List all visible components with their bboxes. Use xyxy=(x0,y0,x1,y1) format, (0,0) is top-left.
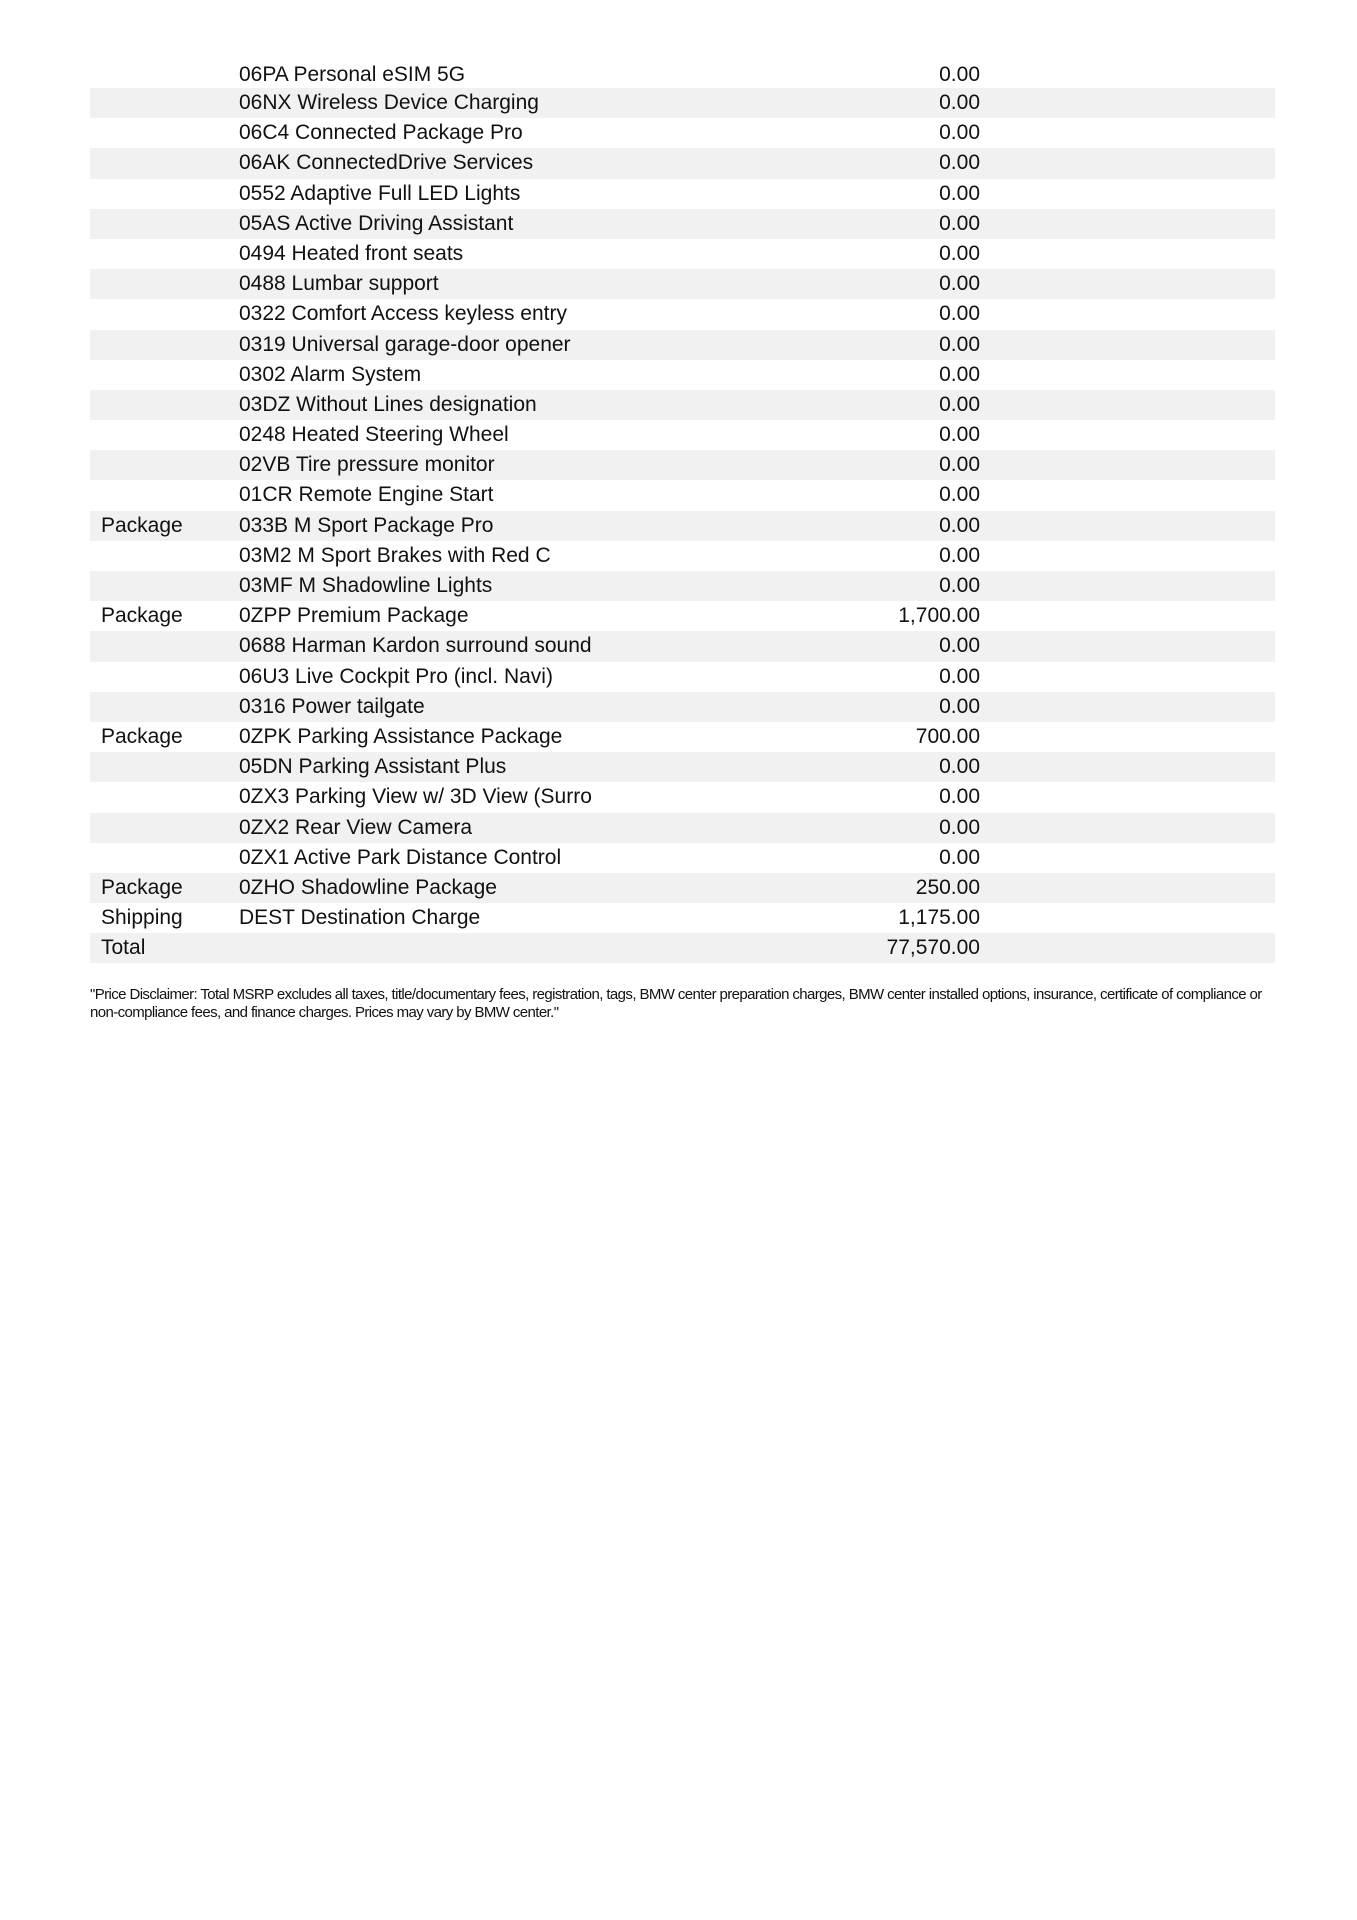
category-cell: Total xyxy=(101,936,146,960)
description-cell: 0ZHO Shadowline Package xyxy=(239,875,497,899)
price-cell: 1,175.00 xyxy=(898,906,980,930)
total-price-cell: 77,570.00 xyxy=(886,936,980,960)
price-cell: 0.00 xyxy=(939,392,980,416)
price-cell: 0.00 xyxy=(939,453,980,477)
category-cell: Shipping xyxy=(101,906,183,930)
table-row xyxy=(90,118,1275,148)
table-row xyxy=(90,601,1275,631)
table-row xyxy=(90,299,1275,329)
description-cell: 0248 Heated Steering Wheel xyxy=(239,423,509,447)
description-cell: 06AK ConnectedDrive Services xyxy=(239,151,534,175)
price-cell: 700.00 xyxy=(915,724,980,748)
category-cell: Package xyxy=(101,724,183,748)
table-row xyxy=(90,360,1275,390)
description-cell: 06NX Wireless Device Charging xyxy=(239,91,539,114)
price-table xyxy=(90,62,1275,963)
description-cell: 0319 Universal garage-door opener xyxy=(239,332,571,356)
category-cell: Package xyxy=(101,604,183,628)
table-row xyxy=(90,752,1275,782)
price-cell: 1,700.00 xyxy=(898,604,980,628)
description-cell: 05AS Active Driving Assistant xyxy=(239,211,514,235)
table-row xyxy=(90,692,1275,722)
price-cell: 0.00 xyxy=(939,543,980,567)
table-row xyxy=(90,873,1275,903)
price-cell: 0.00 xyxy=(939,785,980,809)
price-cell: 0.00 xyxy=(939,574,980,597)
table-row xyxy=(90,782,1275,812)
description-cell: 0322 Comfort Access keyless entry xyxy=(239,302,567,326)
description-cell: 03MF M Shadowline Lights xyxy=(239,574,493,597)
table-row xyxy=(90,480,1275,510)
category-cell: Package xyxy=(101,875,183,899)
price-cell: 0.00 xyxy=(939,181,980,205)
table-row xyxy=(90,330,1275,360)
description-cell: 0ZX1 Active Park Distance Control xyxy=(239,845,562,869)
description-cell: 0302 Alarm System xyxy=(239,362,422,386)
price-cell: 0.00 xyxy=(939,272,980,296)
table-row xyxy=(90,511,1275,541)
description-cell: 01CR Remote Engine Start xyxy=(239,483,494,507)
price-disclaimer: "Price Disclaimer: Total MSRP excludes all taxes, title/documentary fees, registration, tags, BMW center preparation charges, BMW center installed options, insurance, certificate of compliance or non-compliance fees, and finance charges. Prices may vary by BMW center." xyxy=(90,986,1262,1021)
table-row xyxy=(90,813,1275,843)
description-cell: 06U3 Live Cockpit Pro (incl. Navi) xyxy=(239,664,553,688)
description-cell: 0ZX2 Rear View Camera xyxy=(239,815,473,839)
price-cell: 0.00 xyxy=(939,483,980,507)
price-cell: 0.00 xyxy=(939,211,980,235)
description-cell: 02VB Tire pressure monitor xyxy=(239,453,495,477)
description-cell: 0688 Harman Kardon surround sound xyxy=(239,634,592,658)
price-cell: 0.00 xyxy=(939,151,980,175)
description-cell: 03DZ Without Lines designation xyxy=(239,392,537,416)
description-cell: 0ZX3 Parking View w/ 3D View (Surro xyxy=(239,785,592,809)
price-cell: 0.00 xyxy=(939,91,980,114)
category-cell: Package xyxy=(101,513,183,537)
table-row xyxy=(90,722,1275,752)
price-cell: 0.00 xyxy=(939,845,980,869)
price-cell: 0.00 xyxy=(939,634,980,658)
description-cell: 06C4 Connected Package Pro xyxy=(239,121,523,145)
description-cell: 06PA Personal eSIM 5G xyxy=(239,63,466,86)
table-row xyxy=(90,541,1275,571)
table-row xyxy=(90,903,1275,933)
table-row xyxy=(90,843,1275,873)
table-row xyxy=(90,631,1275,661)
price-cell: 0.00 xyxy=(939,302,980,326)
description-cell: 05DN Parking Assistant Plus xyxy=(239,755,507,779)
description-cell: 033B M Sport Package Pro xyxy=(239,513,494,537)
price-cell: 0.00 xyxy=(939,121,980,145)
total-row xyxy=(90,933,1275,963)
description-cell: 0ZPP Premium Package xyxy=(239,604,469,628)
price-cell: 0.00 xyxy=(939,63,980,86)
description-cell: 0488 Lumbar support xyxy=(239,272,439,296)
price-cell: 0.00 xyxy=(939,362,980,386)
description-cell: DEST Destination Charge xyxy=(239,906,481,930)
price-cell: 0.00 xyxy=(939,815,980,839)
table-row xyxy=(90,148,1275,178)
table-row xyxy=(90,209,1275,239)
description-cell: 0494 Heated front seats xyxy=(239,241,464,265)
price-cell: 0.00 xyxy=(939,694,980,718)
table-row xyxy=(90,269,1275,299)
table-row xyxy=(90,390,1275,420)
table-row xyxy=(90,62,1275,88)
price-cell: 0.00 xyxy=(939,332,980,356)
price-cell: 250.00 xyxy=(915,875,980,899)
table-row xyxy=(90,450,1275,480)
price-cell: 0.00 xyxy=(939,423,980,447)
description-cell: 0316 Power tailgate xyxy=(239,694,425,718)
table-row xyxy=(90,239,1275,269)
price-cell: 0.00 xyxy=(939,664,980,688)
price-cell: 0.00 xyxy=(939,241,980,265)
price-cell: 0.00 xyxy=(939,755,980,779)
price-cell: 0.00 xyxy=(939,513,980,537)
description-cell: 0ZPK Parking Assistance Package xyxy=(239,724,563,748)
description-cell: 0552 Adaptive Full LED Lights xyxy=(239,181,521,205)
table-row xyxy=(90,662,1275,692)
table-row xyxy=(90,179,1275,209)
table-row xyxy=(90,88,1275,118)
description-cell: 03M2 M Sport Brakes with Red C xyxy=(239,543,551,567)
table-row xyxy=(90,420,1275,450)
table-row xyxy=(90,571,1275,601)
